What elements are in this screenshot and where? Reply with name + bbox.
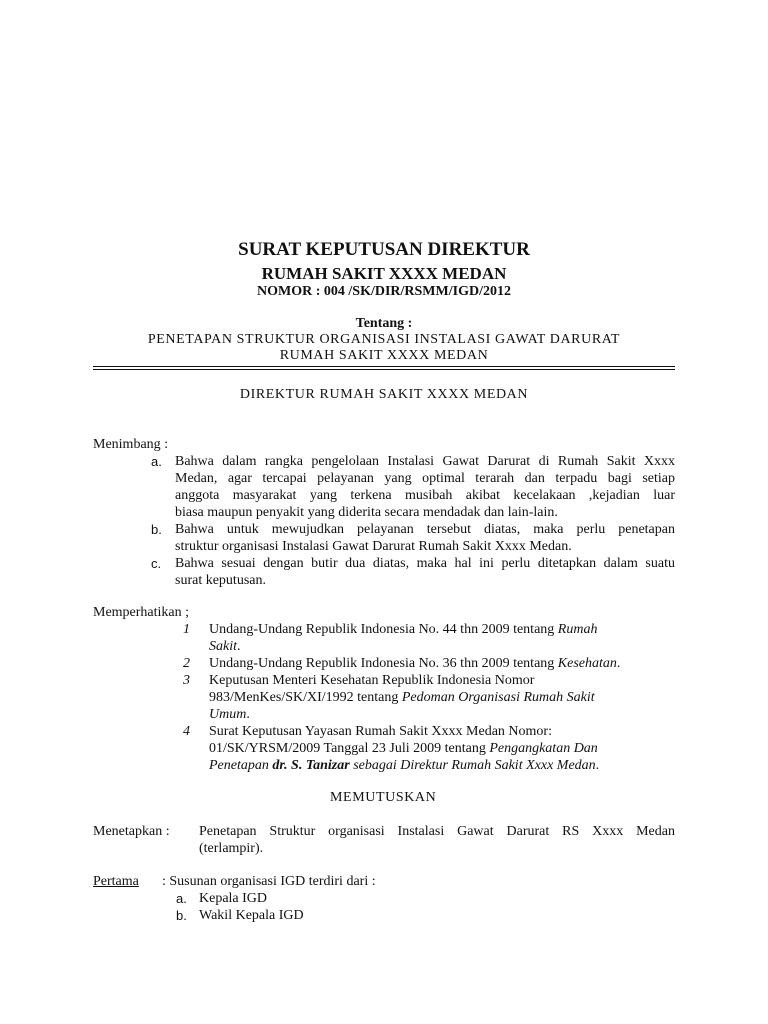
memperhatikan-marker-3: 3 bbox=[183, 673, 190, 688]
menimbang-a-line-4: biasa maupun penyakit yang diderita secara mendadak dan lain-lain. bbox=[175, 505, 558, 520]
double-rule-top bbox=[93, 366, 675, 367]
menimbang-c-line-1: Bahwa sesuai dengan butir dua diatas, maka hal ini perlu ditetapkan dalam suatu bbox=[175, 556, 675, 571]
menimbang-a-line-2: Medan, agar tercapai pelayanan yang optimal terarah dan terpadu bagi setiap bbox=[175, 471, 675, 486]
menimbang-b-line-1: Bahwa untuk mewujudkan pelayanan tersebut diatas, maka perlu penetapan bbox=[175, 522, 675, 537]
memperhatikan-4-line-1: Surat Keputusan Yayasan Rumah Sakit Xxxx Medan Nomor: bbox=[209, 724, 552, 739]
subject-line-1: PENETAPAN STRUKTUR ORGANISASI INSTALASI GAWAT DARURAT bbox=[147, 332, 621, 347]
menimbang-c-line-2: surat keputusan. bbox=[175, 573, 266, 588]
memperhatikan-label: Memperhatikan ; bbox=[93, 605, 190, 620]
pertama-item-b: Wakil Kepala IGD bbox=[199, 908, 304, 923]
hospital-name: RUMAH SAKIT XXXX MEDAN bbox=[261, 264, 507, 283]
memperhatikan-3-line-2: 983/MenKes/SK/XI/1992 tentang Pedoman Organisasi Rumah Sakit bbox=[209, 690, 595, 705]
document-number: NOMOR : 004 /SK/DIR/RSMM/IGD/2012 bbox=[257, 284, 511, 299]
memperhatikan-marker-1: 1 bbox=[183, 622, 190, 637]
tentang-label: Tentang : bbox=[355, 316, 413, 331]
memperhatikan-3-line-1: Keputusan Menteri Kesehatan Republik Indonesia Nomor bbox=[209, 673, 535, 688]
memperhatikan-2-line-1: Undang-Undang Republik Indonesia No. 36 thn 2009 tentang Kesehatan. bbox=[209, 656, 621, 671]
memperhatikan-1-line-1: Undang-Undang Republik Indonesia No. 44 thn 2009 tentang Rumah bbox=[209, 622, 598, 637]
memperhatikan-4-line-3: Penetapan dr. S. Tanizar sebagai Direktur Rumah Sakit Xxxx Medan. bbox=[209, 758, 600, 773]
memperhatikan-3-line-3: Umum. bbox=[209, 707, 250, 722]
menetapkan-line-1: Penetapan Struktur organisasi Instalasi Gawat Darurat RS Xxxx Medan bbox=[199, 824, 675, 839]
menimbang-a-line-1: Bahwa dalam rangka pengelolaan Instalasi Gawat Darurat di Rumah Sakit Xxxx bbox=[175, 454, 675, 469]
menetapkan-line-2: (terlampir). bbox=[199, 841, 264, 856]
pertama-marker-b: b. bbox=[176, 908, 187, 923]
direktur-heading: DIREKTUR RUMAH SAKIT XXXX MEDAN bbox=[239, 387, 529, 402]
menimbang-a-line-3: anggota masyarakat yang terkena musibah akibat kecelakaan ,kejadian luar bbox=[175, 488, 675, 503]
menimbang-label: Menimbang : bbox=[93, 437, 169, 452]
menimbang-marker-b: b. bbox=[151, 522, 162, 537]
menimbang-b-line-2: struktur organisasi Instalasi Gawat Darurat Rumah Sakit Xxxx Medan. bbox=[175, 539, 572, 554]
memperhatikan-marker-4: 4 bbox=[183, 724, 190, 739]
menetapkan-label: Menetapkan : bbox=[93, 824, 170, 839]
pertama-label: Pertama bbox=[93, 874, 139, 889]
memperhatikan-marker-2: 2 bbox=[183, 656, 190, 671]
pertama-text: : Susunan organisasi IGD terdiri dari : bbox=[162, 874, 376, 889]
memperhatikan-1-line-2: Sakit. bbox=[209, 639, 241, 654]
memutuskan-heading: MEMUTUSKAN bbox=[330, 790, 437, 805]
double-rule-bottom bbox=[93, 369, 675, 370]
pertama-marker-a: a. bbox=[176, 891, 187, 906]
memperhatikan-4-line-2: 01/SK/YRSM/2009 Tanggal 23 Juli 2009 tentang Pengangkatan Dan bbox=[209, 741, 598, 756]
pertama-item-a: Kepala IGD bbox=[199, 891, 268, 906]
document-title: SURAT KEPUTUSAN DIREKTUR bbox=[238, 239, 530, 260]
menimbang-marker-a: a. bbox=[151, 454, 162, 469]
menimbang-marker-c: c. bbox=[151, 556, 162, 571]
subject-line-2: RUMAH SAKIT XXXX MEDAN bbox=[279, 348, 489, 363]
